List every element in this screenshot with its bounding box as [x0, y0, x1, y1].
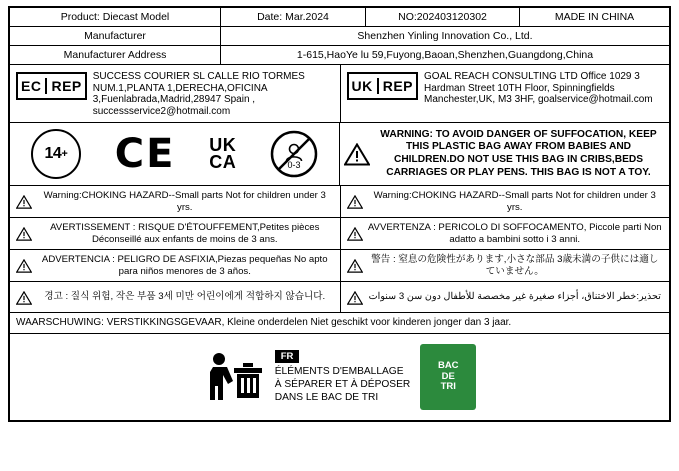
warning-text: WAARSCHUWING: VERSTIKKINGSGEVAAR, Kleine onderdelen Niet geschikt voor kinderen jonger dan 3 jaar.	[16, 317, 512, 328]
header-row-3	[10, 46, 669, 65]
warning-text: 警告 : 窒息の危険性があります,小さな部品 3歳未満の子供には適していません。	[371, 254, 659, 277]
warning-ar	[340, 282, 670, 312]
age-number: 14	[44, 145, 62, 162]
age-plus: +	[61, 148, 68, 160]
fr-tag: FR	[275, 350, 300, 363]
ec-rep-block	[10, 65, 340, 122]
fr-line-2: À SÉPARER ET À DÉPOSER	[274, 378, 411, 390]
warning-row-4	[10, 282, 669, 313]
warning-en-right	[340, 186, 670, 217]
recycling-inner	[203, 344, 477, 410]
uk-rep-badge-right: REP	[382, 78, 414, 94]
representatives-row	[10, 65, 669, 123]
header-row-2	[10, 27, 669, 46]
warning-text: ADVERTENCIA : PELIGRO DE ASFIXIA,Piezas pequeñas No apto para niños menores de 3 años.	[41, 254, 328, 277]
ukca-line1: UK	[209, 134, 237, 155]
uk-rep-text: GOAL REACH CONSULTING LTD Office 1029 3 Hardman Street 10TH Floor, Spinningfields Manchester,UK, M3 3HF, goalservice@hotmail.com	[424, 71, 653, 105]
warning-es	[10, 250, 340, 281]
product-label	[8, 6, 671, 422]
ec-rep-badge-left: EC	[21, 78, 42, 94]
warning-text: تحذير:خطر الاختناق، أجزاء صغيرة غير مخصصة للأطفال دون سن 3 سنوات	[368, 291, 661, 303]
warning-row-3	[10, 250, 669, 282]
ukca-mark-icon	[209, 134, 237, 172]
warning-nl-row	[10, 313, 669, 334]
warning-text: AVERTISSEMENT : RISQUE D'ÉTOUFFEMENT,Petites pièces Déconseillé aux enfants de moins de 3 ans.	[50, 222, 320, 245]
svg-text:0-3: 0-3	[287, 160, 301, 170]
suffocation-warning-text: WARNING: TO AVOID DANGER OF SUFFOCATION, KEEP THIS PLASTIC BAG AWAY FROM BABIES AND CHILDREN.DO NOT USE THIS BAG IN CRIBS,BEDS CARRIAGES OR PLAY PENS. THIS BAG IS NOT A TOY.	[380, 128, 657, 178]
badge-divider	[45, 78, 47, 94]
warning-text: 경고 : 질식 위험, 작은 부품 3세 미만 어린이에게 적합하지 않습니다.	[44, 291, 326, 303]
ukca-line2: CA	[209, 152, 237, 172]
warning-text: AVVERTENZA : PERICOLO DI SOFFOCAMENTO, Piccole parti Non adatto a bambini sotto i 3 anni.	[367, 222, 662, 245]
address-key: Manufacturer Address	[63, 49, 167, 61]
no-under-three-icon	[270, 130, 318, 178]
triman-figure-icon	[203, 344, 275, 410]
warning-triangle-icon	[347, 291, 363, 305]
bin-line-2: DE	[441, 370, 455, 382]
fr-recycling-text	[275, 344, 411, 410]
ec-rep-text: SUCCESS COURIER SL CALLE RIO TORMES NUM.1,PLANTA 1,DERECHA,OFICINA 3,Fuenlabrada,Madrid,28947 Spain , successservice2@hotmail.com	[92, 71, 305, 117]
product-cell: Product: Diecast Model	[60, 11, 170, 23]
uk-rep-badge	[347, 72, 419, 100]
origin-cell: MADE IN CHINA	[519, 8, 669, 26]
warning-triangle-icon	[16, 227, 32, 241]
warning-it	[340, 218, 670, 249]
warning-triangle-icon	[347, 227, 363, 241]
warning-triangle-icon	[16, 291, 32, 305]
date-cell: Date: Mar.2024	[220, 8, 365, 26]
warning-en-left	[10, 186, 340, 217]
fr-line-3: DANS LE BAC DE TRI	[274, 392, 379, 404]
age-14-plus-icon	[31, 129, 81, 179]
address-value: 1-615,HaoYe lu 59,Fuyong,Baoan,Shenzhen,Guangdong,China	[220, 46, 669, 64]
warning-triangle-icon	[347, 195, 363, 209]
warning-fr	[10, 218, 340, 249]
warning-row-2	[10, 218, 669, 250]
fr-line-1: ÉLÉMENTS D'EMBALLAGE	[274, 365, 404, 377]
manufacturer-value: Shenzhen Yinling Innovation Co., Ltd.	[220, 27, 669, 45]
warning-triangle-icon	[16, 259, 32, 273]
bin-line-1: BAC	[437, 359, 459, 371]
warning-triangle-icon	[347, 259, 363, 273]
bin-line-3: TRI	[440, 381, 456, 393]
badge-divider	[377, 78, 379, 94]
marks-row	[10, 123, 669, 186]
manufacturer-key: Manufacturer	[84, 30, 146, 42]
bac-de-tri-badge	[420, 344, 476, 410]
warning-ko	[10, 282, 340, 312]
warning-text: Warning:CHOKING HAZARD--Small parts Not for children under 3 yrs.	[43, 190, 326, 213]
header-row-1	[10, 8, 669, 27]
ec-rep-badge	[16, 72, 87, 100]
suffocation-warning-block	[340, 123, 669, 185]
warning-triangle-icon	[344, 143, 370, 166]
warning-triangle-icon	[16, 195, 32, 209]
warning-text: Warning:CHOKING HAZARD--Small parts Not for children under 3 yrs.	[373, 190, 656, 213]
ce-mark-icon: CE	[114, 131, 176, 177]
warning-row-1	[10, 186, 669, 218]
number-cell: NO:202403120302	[365, 8, 519, 26]
fr-lines	[275, 365, 411, 405]
uk-rep-block	[340, 65, 670, 122]
recycling-panel	[10, 334, 669, 420]
compliance-marks	[10, 123, 340, 185]
uk-rep-badge-left: UK	[351, 78, 373, 94]
warning-ja	[340, 250, 670, 281]
ec-rep-badge-right: REP	[51, 78, 82, 94]
